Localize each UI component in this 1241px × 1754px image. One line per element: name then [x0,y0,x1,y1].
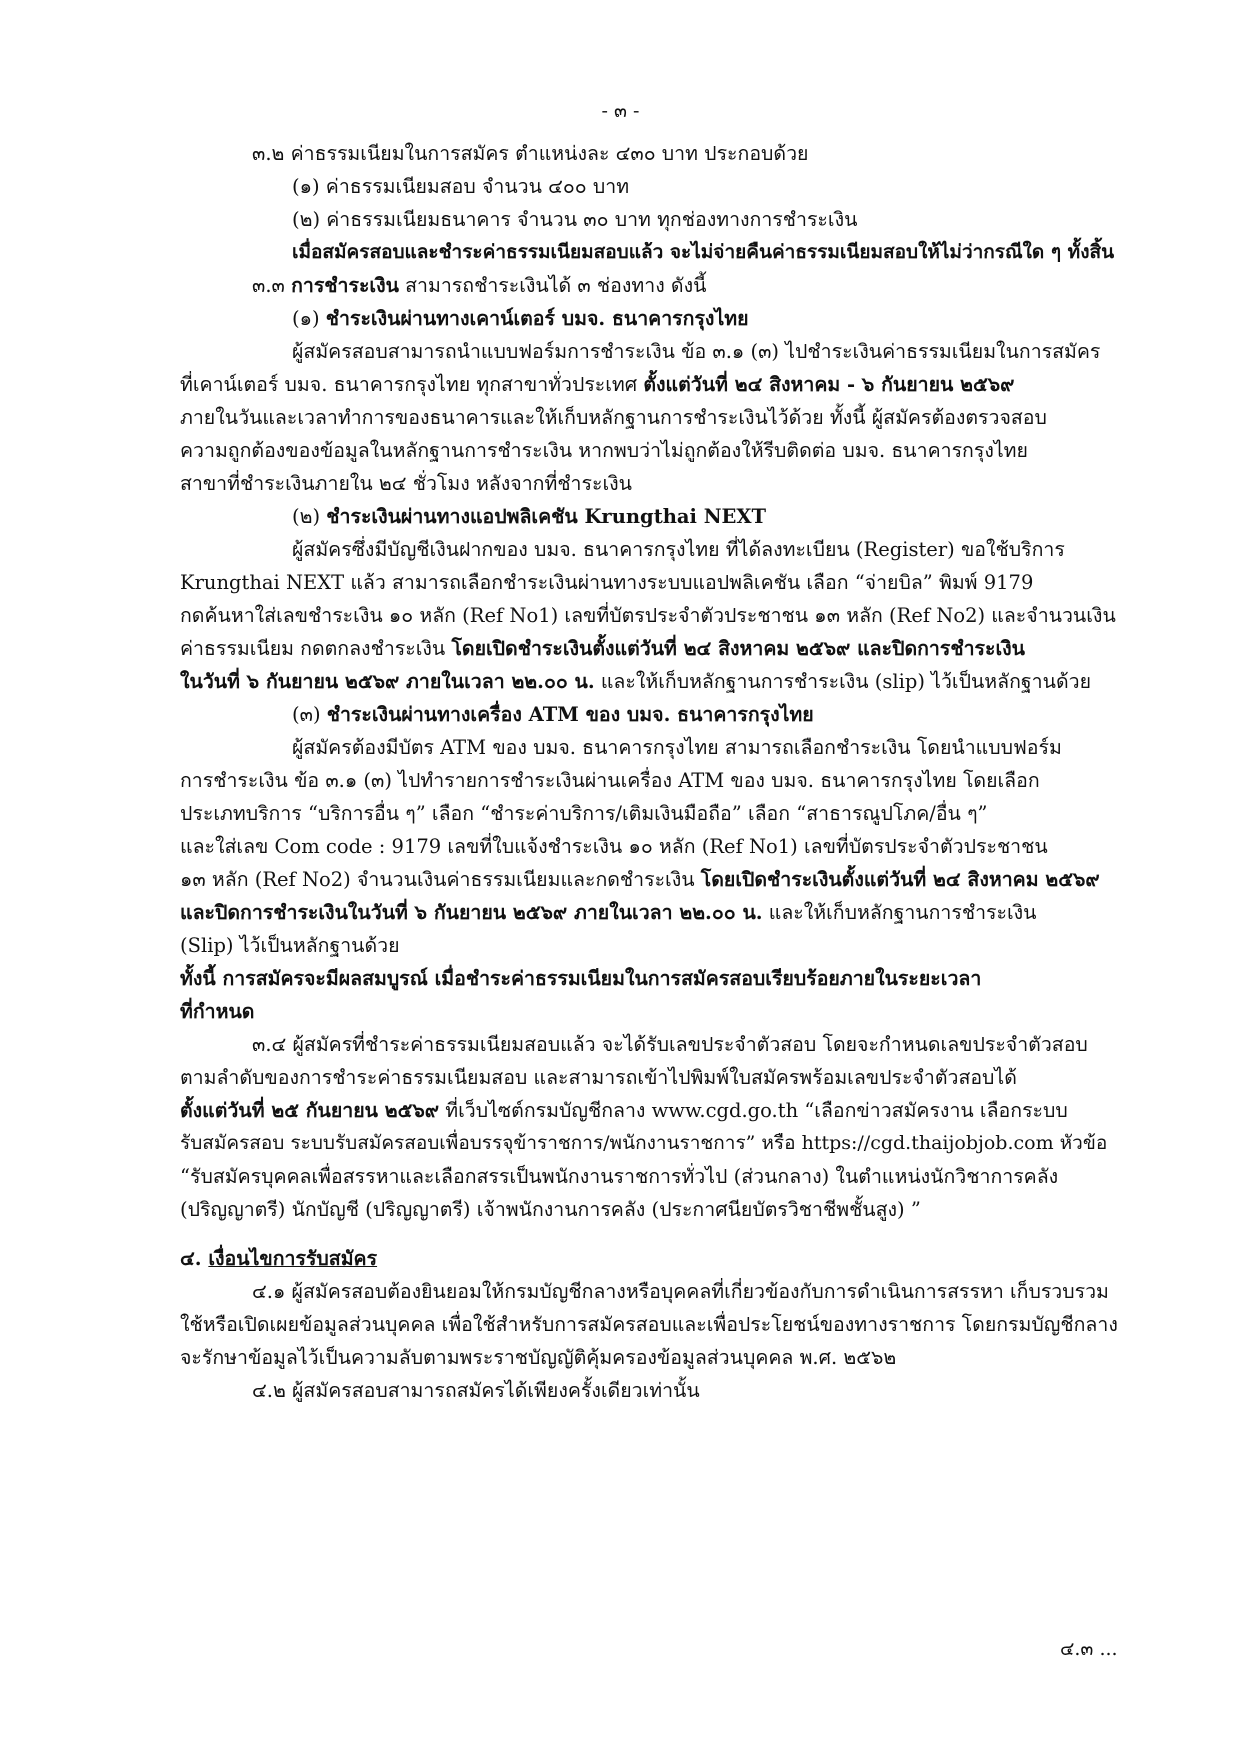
para-4-1-3: จะรักษาข้อมูลไว้เป็นความลับตามพระราชบัญญัติคุ้มครองข้อมูลส่วนบุคคล พ.ศ. ๒๕๖๒ [180,1346,897,1369]
para-3-4-6: (ปริญญาตรี) นักบัญชี (ปริญญาตรี) เจ้าพนักงานการคลัง (ประกาศนียบัตรวิชาชีพชั้นสูง) ” [180,1198,921,1221]
heading-counter-payment: (๑) ชำระเงินผ่านทางเคาน์เตอร์ บมจ. ธนาคารกรุงไทย [292,307,749,330]
para-3-4-5: “รับสมัครบุคคลเพื่อสรรหาและเลือกสรรเป็นพนักงานราชการทั่วไป (ส่วนกลาง) ในตำแหน่งนักวิชาการคลัง [180,1165,1059,1188]
item-fee-exam: (๑) ค่าธรรมเนียมสอบ จำนวน ๔๐๐ บาท [292,175,630,198]
atm-text-4: และใส่เลข Com code : 9179 เลขที่ใบแจ้งชำระเงิน ๑๐ หลัก (Ref No1) เลขที่บัตรประจำตัวประชาชน [180,835,1048,858]
para-3-2: ๓.๒ ค่าธรรมเนียมในการสมัคร ตำแหน่งละ ๔๓๐ บาท ประกอบด้วย [252,142,809,165]
app-text-2: Krungthai NEXT แล้ว สามารถเลือกชำระเงินผ่านทางระบบแอปพลิเคชัน เลือก “จ่ายบิล” พิมพ์ 9179 [180,571,1034,594]
app-text-5: ในวันที่ ๖ กันยายน ๒๕๖๙ ภายในเวลา ๒๒.๐๐ น. และให้เก็บหลักฐานการชำระเงิน (slip) ไว้เป็นหลักฐานด้วย [180,670,1091,693]
atm-text-5: ๑๓ หลัก (Ref No2) จำนวนเงินค่าธรรมเนียมและกดชำระเงิน โดยเปิดชำระเงินตั้งแต่วันที่ ๒๔ สิงหาคม ๒๕๖๙ [180,868,1100,891]
app-text-4: ค่าธรรมเนียม กดตกลงชำระเงิน โดยเปิดชำระเงินตั้งแต่วันที่ ๒๔ สิงหาคม ๒๕๖๙ และปิดการชำระเงิน [180,637,1025,660]
atm-text-2: การชำระเงิน ข้อ ๓.๑ (๓) ไปทำรายการชำระเงินผ่านเครื่อง ATM ของ บมจ. ธนาคารกรุงไทย โดยเลือก [180,769,1040,792]
atm-text-6: และปิดการชำระเงินในวันที่ ๖ กันยายน ๒๕๖๙ ภายในเวลา ๒๒.๐๐ น. และให้เก็บหลักฐานการชำระเงิน [180,901,1037,924]
counter-text-3: ภายในวันและเวลาทำการของธนาคารและให้เก็บหลักฐานการชำระเงินไว้ด้วย ทั้งนี้ ผู้สมัครต้องตรวจสอบ [180,406,1047,429]
para-4-1-1: ๔.๑ ผู้สมัครสอบต้องยินยอมให้กรมบัญชีกลางหรือบุคคลที่เกี่ยวข้องกับการดำเนินการสรรหา เก็บรวบรวม [252,1280,1109,1303]
para-3-4-3: ตั้งแต่วันที่ ๒๕ กันยายน ๒๕๖๙ ที่เว็บไซต์กรมบัญชีกลาง www.cgd.go.th “เลือกข่าวสมัครงาน เลือกระบบ [180,1099,1068,1122]
counter-text-4: ความถูกต้องของข้อมูลในหลักฐานการชำระเงิน หากพบว่าไม่ถูกต้องให้รีบติดต่อ บมจ. ธนาคารกรุงไทย [180,439,1028,462]
heading-atm-payment: (๓) ชำระเงินผ่านทางเครื่อง ATM ของ บมจ. ธนาคารกรุงไทย [292,703,814,726]
complete-notice-2: ที่กำหนด [180,1000,255,1023]
atm-text-7: (Slip) ไว้เป็นหลักฐานด้วย [180,934,400,957]
para-4-2: ๔.๒ ผู้สมัครสอบสามารถสมัครได้เพียงครั้งเดียวเท่านั้น [252,1379,700,1402]
para-4-1-2: ใช้หรือเปิดเผยข้อมูลส่วนบุคคล เพื่อใช้สำหรับการสมัครสอบและเพื่อประโยชน์ของทางราชการ โดยกรมบัญชีกลาง [180,1313,1118,1336]
app-text-3: กดค้นหาใส่เลขชำระเงิน ๑๐ หลัก (Ref No1) เลขที่บัตรประจำตัวประชาชน ๑๓ หลัก (Ref No2) และจำนวนเงิน [180,604,1116,627]
heading-app-payment: (๒) ชำระเงินผ่านทางแอปพลิเคชัน Krungthai NEXT [292,505,767,528]
para-3-4-2: ตามลำดับของการชำระค่าธรรมเนียมสอบ และสามารถเข้าไปพิมพ์ใบสมัครพร้อมเลขประจำตัวสอบได้ [180,1066,1017,1089]
atm-text-3: ประเภทบริการ “บริการอื่น ๆ” เลือก “ชำระค่าบริการ/เติมเงินมือถือ” เลือก “สาธารณูปโภค/อื่น ๆ” [180,802,988,825]
para-3-4-1: ๓.๔ ผู้สมัครที่ชำระค่าธรรมเนียมสอบแล้ว จะได้รับเลขประจำตัวสอบ โดยจะกำหนดเลขประจำตัวสอบ [252,1033,1088,1056]
complete-notice-1: ทั้งนี้ การสมัครจะมีผลสมบูรณ์ เมื่อชำระค่าธรรมเนียมในการสมัครสอบเรียบร้อยภายในระยะเวลา [180,967,982,990]
counter-text-5: สาขาที่ชำระเงินภายใน ๒๔ ชั่วโมง หลังจากที่ชำระเงิน [180,472,632,495]
page-number: - ๓ - [601,100,640,122]
counter-text-1: ผู้สมัครสอบสามารถนำแบบฟอร์มการชำระเงิน ข้อ ๓.๑ (๓) ไปชำระเงินค่าธรรมเนียมในการสมัคร [292,340,1101,363]
section-4-heading: ๔. เงื่อนไขการรับสมัคร [180,1247,378,1270]
counter-text-2: ที่เคาน์เตอร์ บมจ. ธนาคารกรุงไทย ทุกสาขาทั่วประเทศ ตั้งแต่วันที่ ๒๔ สิงหาคม - ๖ กันยายน ๒๕๖๙ [180,373,1015,396]
app-text-1: ผู้สมัครซึ่งมีบัญชีเงินฝากของ บมจ. ธนาคารกรุงไทย ที่ได้ลงทะเบียน (Register) ขอใช้บริการ [292,538,1065,561]
para-3-4-4: รับสมัครสอบ ระบบรับสมัครสอบเพื่อบรรจุข้าราชการ/พนักงานราชการ” หรือ https://cgd.thaijobjob.com หัวข้อ [180,1132,1108,1154]
continuation-marker: ๔.๓ ... [1060,1638,1118,1660]
para-3-3: ๓.๓ การชำระเงิน สามารถชำระเงินได้ ๓ ช่องทาง ดังนี้ [252,274,707,297]
no-refund-notice: เมื่อสมัครสอบและชำระค่าธรรมเนียมสอบแล้ว จะไม่จ่ายคืนค่าธรรมเนียมสอบให้ไม่ว่ากรณีใด ๆ ทั้งสิ้น [292,241,1115,263]
item-fee-bank: (๒) ค่าธรรมเนียมธนาคาร จำนวน ๓๐ บาท ทุกช่องทางการชำระเงิน [292,208,858,231]
atm-text-1: ผู้สมัครต้องมีบัตร ATM ของ บมจ. ธนาคารกรุงไทย สามารถเลือกชำระเงิน โดยนำแบบฟอร์ม [292,736,1062,759]
